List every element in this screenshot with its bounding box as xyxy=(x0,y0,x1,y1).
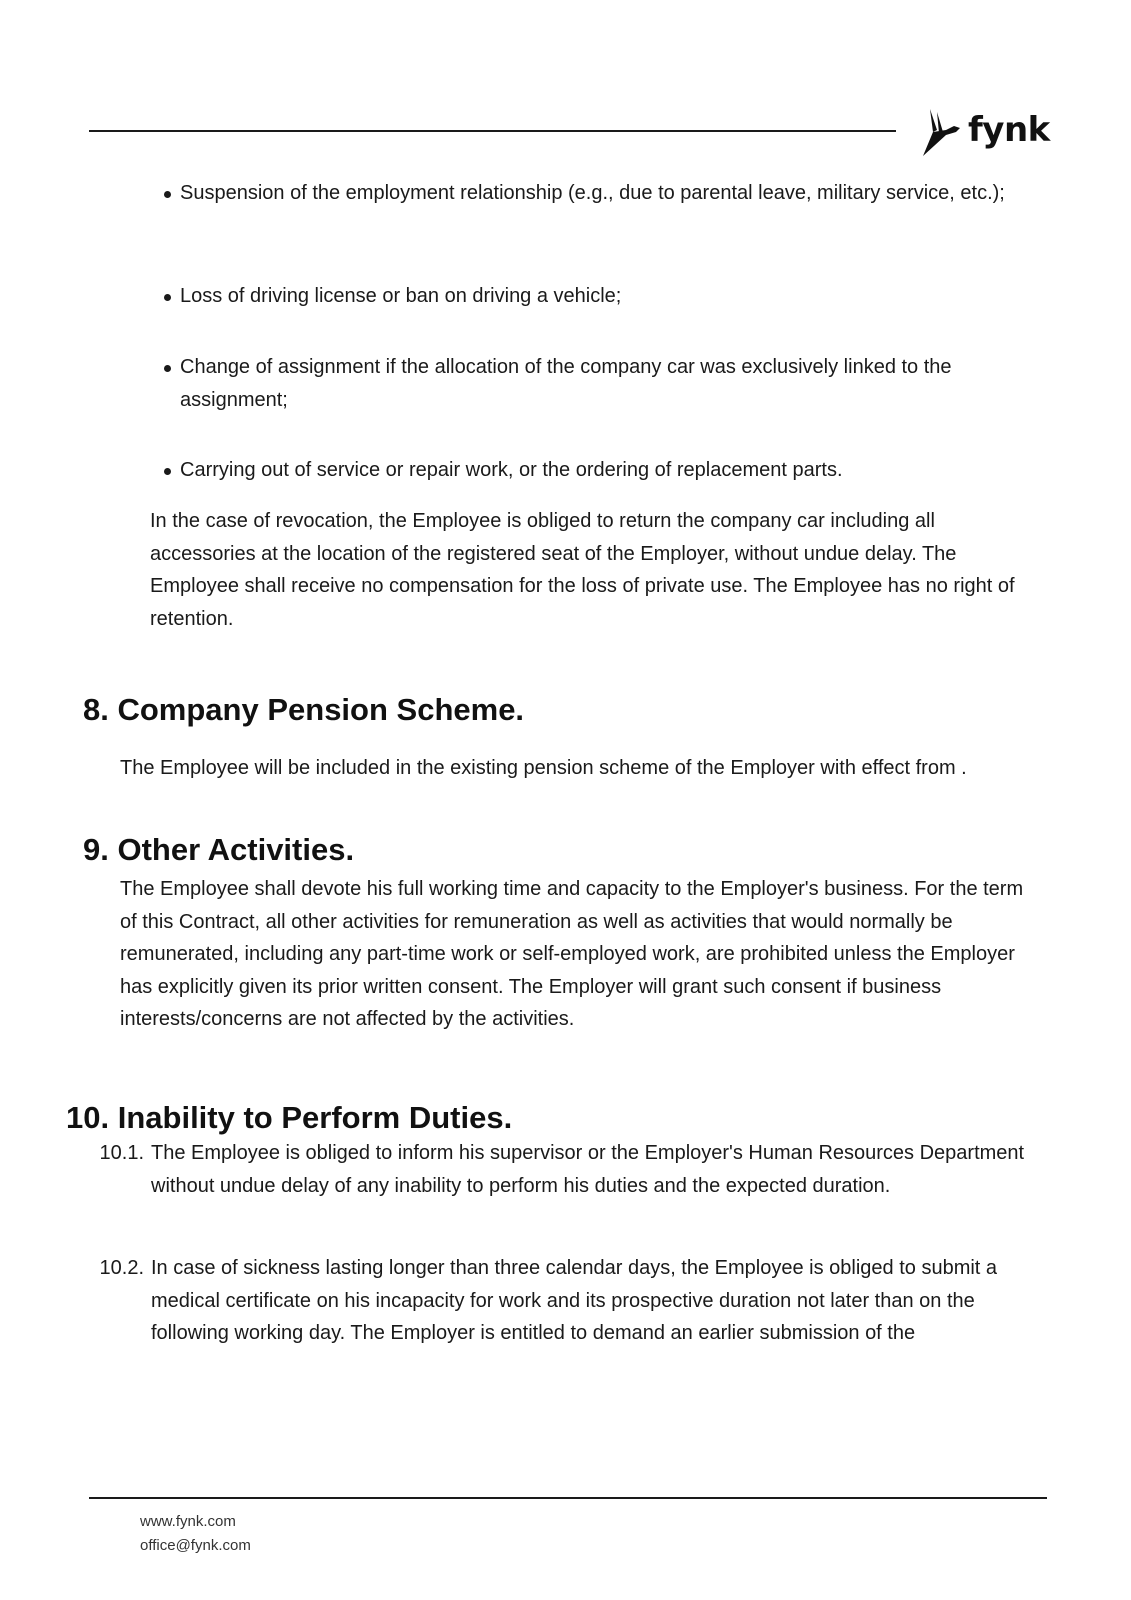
logo-wordmark: fynk xyxy=(968,110,1050,150)
list-item-text: Suspension of the employment relationship (e.g., due to parental leave, military service, etc.); xyxy=(180,182,1005,204)
section-number: 9. xyxy=(83,832,109,867)
section-number: 10. xyxy=(66,1100,110,1135)
list-item xyxy=(159,177,1039,210)
footer-website: www.fynk.com xyxy=(140,1513,236,1530)
subsection-text: The Employee is obliged to inform his supervisor or the Employer's Human Resources Department without undue delay of any inability to perform his duties and the expected duration. xyxy=(151,1142,1025,1197)
section-title: Company Pension Scheme. xyxy=(117,692,525,727)
section-heading-10 xyxy=(66,1098,512,1138)
revocation-paragraph: In the case of revocation, the Employee is obliged to return the company car including all accessories at the location of the registered seat of the Employer, without undue delay. The Employee shall receive no compensation for the loss of private use. The Employee has no right of retention. xyxy=(150,510,1015,630)
section-heading-8 xyxy=(83,690,524,730)
section-number: 8. xyxy=(83,692,109,727)
bird-logo-icon xyxy=(920,106,964,158)
footer-divider xyxy=(89,1497,1047,1499)
section-heading-9 xyxy=(83,830,354,870)
footer-email: office@fynk.com xyxy=(140,1537,251,1554)
subsection-10-2 xyxy=(90,1252,1050,1350)
section-9-text: The Employee shall devote his full working time and capacity to the Employer's business. For the term of this Contract, all other activities for remuneration as well as activities that would normally be remunerated, including any part-time work or self-employed work, are prohibited unless the Employer has explicitly given its prior written consent. The Employer will grant such consent if business interests/concerns are not affected by the activities. xyxy=(120,878,1024,1030)
list-item xyxy=(159,351,1039,416)
list-item-text: Loss of driving license or ban on driving a vehicle; xyxy=(180,285,622,307)
list-item xyxy=(159,454,1039,487)
bullet-icon xyxy=(164,191,171,198)
header-divider xyxy=(89,130,896,132)
subsection-number: 10.2. xyxy=(99,1257,144,1279)
section-title: Other Activities. xyxy=(117,832,355,867)
bullet-icon xyxy=(164,468,171,475)
section-8-text: The Employee will be included in the existing pension scheme of the Employer with effect from . xyxy=(120,757,967,779)
list-item xyxy=(159,280,1039,313)
section-title: Inability to Perform Duties. xyxy=(117,1100,513,1135)
bullet-icon xyxy=(164,294,171,301)
fynk-logo xyxy=(920,104,1050,160)
subsection-10-1 xyxy=(90,1137,1050,1202)
subsection-number: 10.1. xyxy=(99,1142,144,1164)
bullet-icon xyxy=(164,365,171,372)
subsection-text: In case of sickness lasting longer than three calendar days, the Employee is obliged to submit a medical certificate on his incapacity for work and its prospective duration not later than on the following working day. The Employer is entitled to demand an earlier submission of the xyxy=(151,1257,998,1344)
list-item-text: Change of assignment if the allocation of the company car was exclusively linked to the assignment; xyxy=(180,356,952,411)
list-item-text: Carrying out of service or repair work, or the ordering of replacement parts. xyxy=(180,459,843,481)
